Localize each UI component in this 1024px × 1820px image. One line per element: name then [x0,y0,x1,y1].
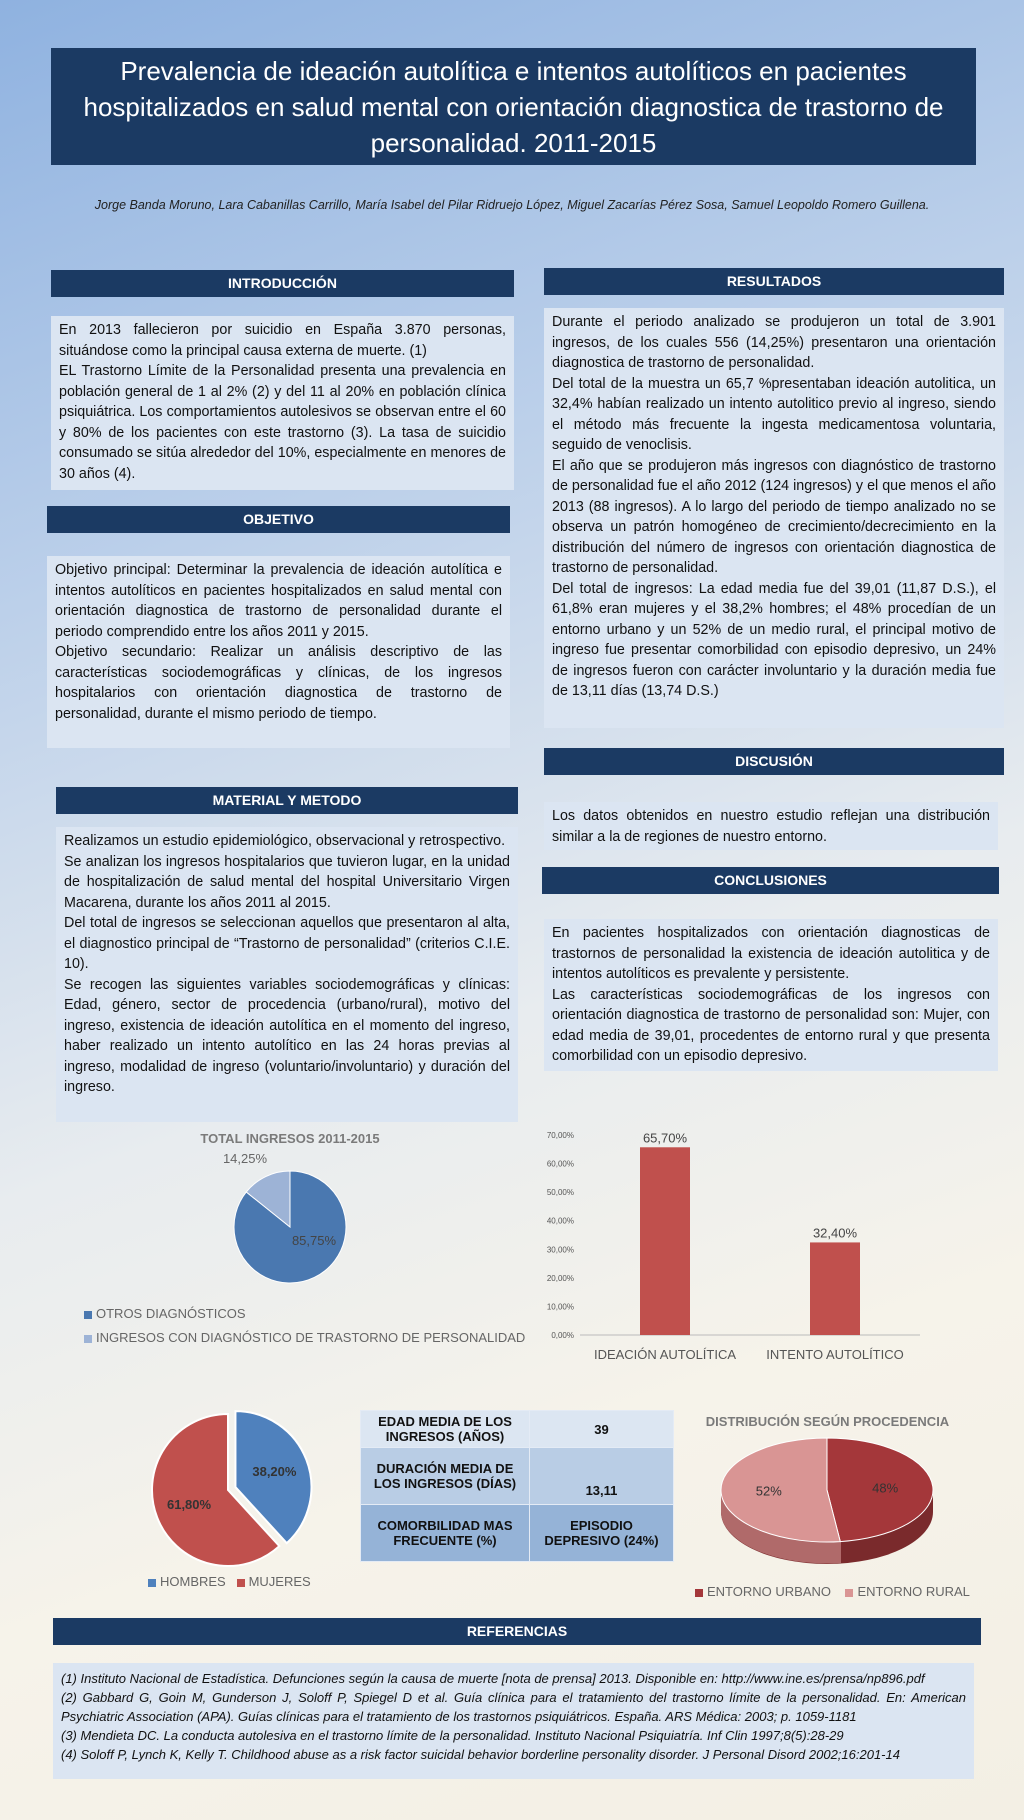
legend-swatch [148,1579,156,1587]
resultados-heading: RESULTADOS [544,268,1004,295]
conclusiones-text [544,919,998,1071]
y-tick-label: 0,00% [551,1331,574,1340]
y-tick-label: 40,00% [546,1216,574,1226]
objetivo-text [47,556,510,748]
legend-swatch [695,1589,703,1597]
poster-title [51,48,976,165]
table-row [361,1448,674,1505]
pie-label: 52% [755,1483,782,1499]
table-row [361,1411,674,1448]
legend-label: MUJERES [248,1574,311,1589]
material-paragraph: Se analizan los ingresos hospitalarios que tuvieron lugar, en la unidad de hospitalización de salud mental del hospital Universitario Virgen Macarena, durante los años 2011 al 2015. [64,853,510,911]
resultados-paragraph: Del total de la muestra un 65,7 %presentaban ideación autolitica, un 32,4% habían realizado un intento autolitico previo al ingreso, siendo el método más frecuente la ingesta medicamentosa voluntaria, seguido de venoclisis. [552,375,996,453]
y-tick-label: 60,00% [546,1159,574,1169]
legend-label: HOMBRES [160,1574,226,1589]
pie-label: 85,75% [291,1233,337,1248]
objetivo-heading: OBJETIVO [47,506,510,533]
resultados-paragraph: El año que se produjeron más ingresos con diagnóstico de trastorno de personalidad fue el año 2012 (124 ingresos) y el que menos el año 2013 (88 ingresos). A lo largo del periodo de tiempo analizado no se observa un patrón homogéneo de crecimiento/decrecimiento en la distribución del número de ingresos con orientación diagnostica de trastorno de personalidad. [552,457,996,576]
introduccion-paragraph: EL Trastorno Límite de la Personalidad presenta una prevalencia en población general de 1 al 2% (2) y del 11 al 20% en población clínica psiquiátrica. Los comportamientos autolesivos se observan entre el 60 y 80% de los pacientes con este trastorno (3). La tasa de suicidio consumado se sitúa alrededor del 10%, especialmente en menores de 30 años (4). [59,363,506,482]
discusion-text [544,802,998,850]
reference-item: (1) Instituto Nacional de Estadística. Defunciones según la causa de muerte [nota de prensa] 2013. Disponible en: http://www.ine.es/prensa/np896.pdf [61,1671,925,1686]
table-cell-value: 39 [530,1411,674,1448]
y-tick-label: 30,00% [546,1245,574,1255]
bar-chart [540,1120,930,1370]
bar-data-label: 65,70% [642,1130,688,1146]
legend-swatch [845,1589,853,1597]
table-cell-label: COMORBILIDAD MAS FRECUENTE (%) [361,1505,530,1562]
pie3-title: DISTRIBUCIÓN SEGÚN PROCEDENCIA [705,1414,950,1429]
introduccion-heading: INTRODUCCIÓN [51,270,514,297]
pie3-chart [715,1430,945,1580]
legend-swatch [84,1311,92,1319]
pie-label: 48% [872,1480,899,1496]
table-cell-label: EDAD MEDIA DE LOS INGRESOS (AÑOS) [361,1411,530,1448]
table-row [361,1505,674,1562]
legend-label: ENTORNO RURAL [857,1584,970,1599]
conclusiones-paragraph: Las características sociodemográficas de los ingresos con orientación diagnostica de trastorno de personalidad son: Mujer, con edad media de 39,01, procedentes de entorno rural y que presenta comorbilidad con un episodio depresivo. [552,986,990,1064]
y-tick-label: 50,00% [546,1188,574,1198]
legend-swatch [237,1579,245,1587]
pie1-legend-item [84,1330,525,1345]
pie1-chart [200,1140,360,1290]
pie1-title: TOTAL INGRESOS 2011-2015 [200,1131,380,1146]
conclusiones-paragraph: En pacientes hospitalizados con orientación diagnosticas de trastornos de personalidad la existencia de ideación autolitica y de intentos autolíticos es prevalente y persistente. [552,925,990,982]
introduccion-paragraph: En 2013 fallecieron por suicidio en España 3.870 personas, situándose como la principal causa externa de muerte. (1) [59,322,506,359]
bar [810,1242,860,1335]
y-tick-label: 10,00% [546,1302,574,1312]
legend-label: ENTORNO URBANO [707,1584,831,1599]
poster-title-text: Prevalencia de ideación autolítica e intentos autolíticos en pacientes hospitalizados en salud mental con orientación diagnostica de trastorno de personalidad. 2011-2015 [83,55,944,158]
material-text [56,827,518,1122]
objetivo-paragraph: Objetivo principal: Determinar la prevalencia de ideación autolítica e intentos autolíticos en pacientes hospitalizados en salud mental con orientación diagnostica de trastorno de personalidad durante el periodo comprendido entre los años 2011 y 2015. [55,562,502,640]
introduccion-text [51,316,514,490]
resultados-paragraph: Del total de ingresos: La edad media fue del 39,01 (11,87 D.S.), el 61,8% eran mujeres y el 38,2% hombres; el 48% procedían de un entorno urbano y un 52% de un medio rural, el principal motivo de ingreso fue presentar comorbilidad con episodio depresivo, un 24% de ingresos fueron con carácter involuntario y la duración media fue de 13,11 días (13,74 D.S.) [552,580,996,699]
table-cell-label: DURACIÓN MEDIA DE LOS INGRESOS (DÍAS) [361,1448,530,1505]
reference-item: (3) Mendieta DC. La conducta autolesiva en el trastorno límite de la personalidad. Instituto Nacional Psiquiatría. Inf Clin 1997;8(5):28-29 [61,1728,844,1743]
x-tick-label: IDEACIÓN AUTOLÍTICA [593,1347,737,1362]
material-paragraph: Del total de ingresos se seleccionan aquellos que presentaron al alta, el diagnostico principal de “Trastorno de personalidad” (criterios C.I.E. 10). [64,915,510,972]
authors: Jorge Banda Moruno, Lara Cabanillas Carrillo, María Isabel del Pilar Ridruejo López, Miguel Zacarías Pérez Sosa, Samuel Leopoldo Romero Guillena. [94,198,930,212]
referencias-list [53,1663,974,1779]
discusion-heading: DISCUSIÓN [544,748,1004,775]
pie1-legend-item [84,1306,246,1321]
legend-swatch [84,1335,92,1343]
pie2-chart [140,1400,315,1575]
reference-item: (2) Gabbard G, Goin M, Gunderson J, Soloff P, Spiegel D et al. Guía clínica para el tratamiento del trastorno límite de la personalidad. En: American Psychiatric Association (APA). Guías clínicas para el tratamiento de los trastornos psiquiátricos. España. ARS Médica: 2003; p. 1059-1181 [61,1690,966,1724]
referencias-heading: REFERENCIAS [53,1618,981,1645]
pie2-legend [148,1574,311,1589]
pie-label: 14,25% [222,1151,268,1166]
stats-table [360,1410,674,1562]
reference-item: (4) Soloff P, Lynch K, Kelly T. Childhood abuse as a risk factor suicidal behavior borderline personality disorder. J Personal Disord 2002;16:201-14 [61,1747,900,1762]
material-paragraph: Realizamos un estudio epidemiológico, observacional y retrospectivo. [64,833,506,849]
resultados-paragraph: Durante el periodo analizado se produjeron un total de 3.901 ingresos, de los cuales 556 (14,25%) presentaron una orientación diagnostica de trastorno de personalidad. [552,314,996,371]
pie3-legend [695,1584,970,1599]
material-heading: MATERIAL Y METODO [56,787,518,814]
conclusiones-heading: CONCLUSIONES [542,867,999,894]
objetivo-paragraph: Objetivo secundario: Realizar un análisis descriptivo de las características sociodemográficas y clínicas, de los ingresos hospitalarios con orientación diagnostica de trastorno de personalidad, durante el mismo periodo de tiempo. [55,644,502,722]
y-tick-label: 70,00% [546,1131,574,1140]
y-tick-label: 20,00% [546,1273,574,1283]
table-cell-value: 13,11 [530,1448,674,1505]
bar [640,1147,690,1335]
table-cell-value: EPISODIO DEPRESIVO (24%) [530,1505,674,1562]
legend-label: INGRESOS CON DIAGNÓSTICO DE TRASTORNO DE PERSONALIDAD [96,1330,526,1345]
bar-data-label: 32,40% [812,1225,858,1241]
resultados-text [544,308,1004,728]
discusion-paragraph: Los datos obtenidos en nuestro estudio reflejan una distribución similar a la de regiones de nuestro entorno. [552,808,990,845]
pie-label: 38,20% [252,1463,297,1479]
x-tick-label: INTENTO AUTOLÍTICO [766,1347,904,1362]
legend-label: OTROS DIAGNÓSTICOS [96,1306,246,1321]
material-paragraph: Se recogen las siguientes variables sociodemográficas y clínicas: Edad, género, sector de procedencia (urbano/rural), motivo del ingreso, existencia de ideación autolítica en el momento del ingreso, haber realizado un intento autolítico en las 24 horas previas al ingreso, modalidad de ingreso (voluntario/involuntario) y duración del ingreso. [64,976,510,1095]
pie-label: 61,80% [166,1497,212,1513]
